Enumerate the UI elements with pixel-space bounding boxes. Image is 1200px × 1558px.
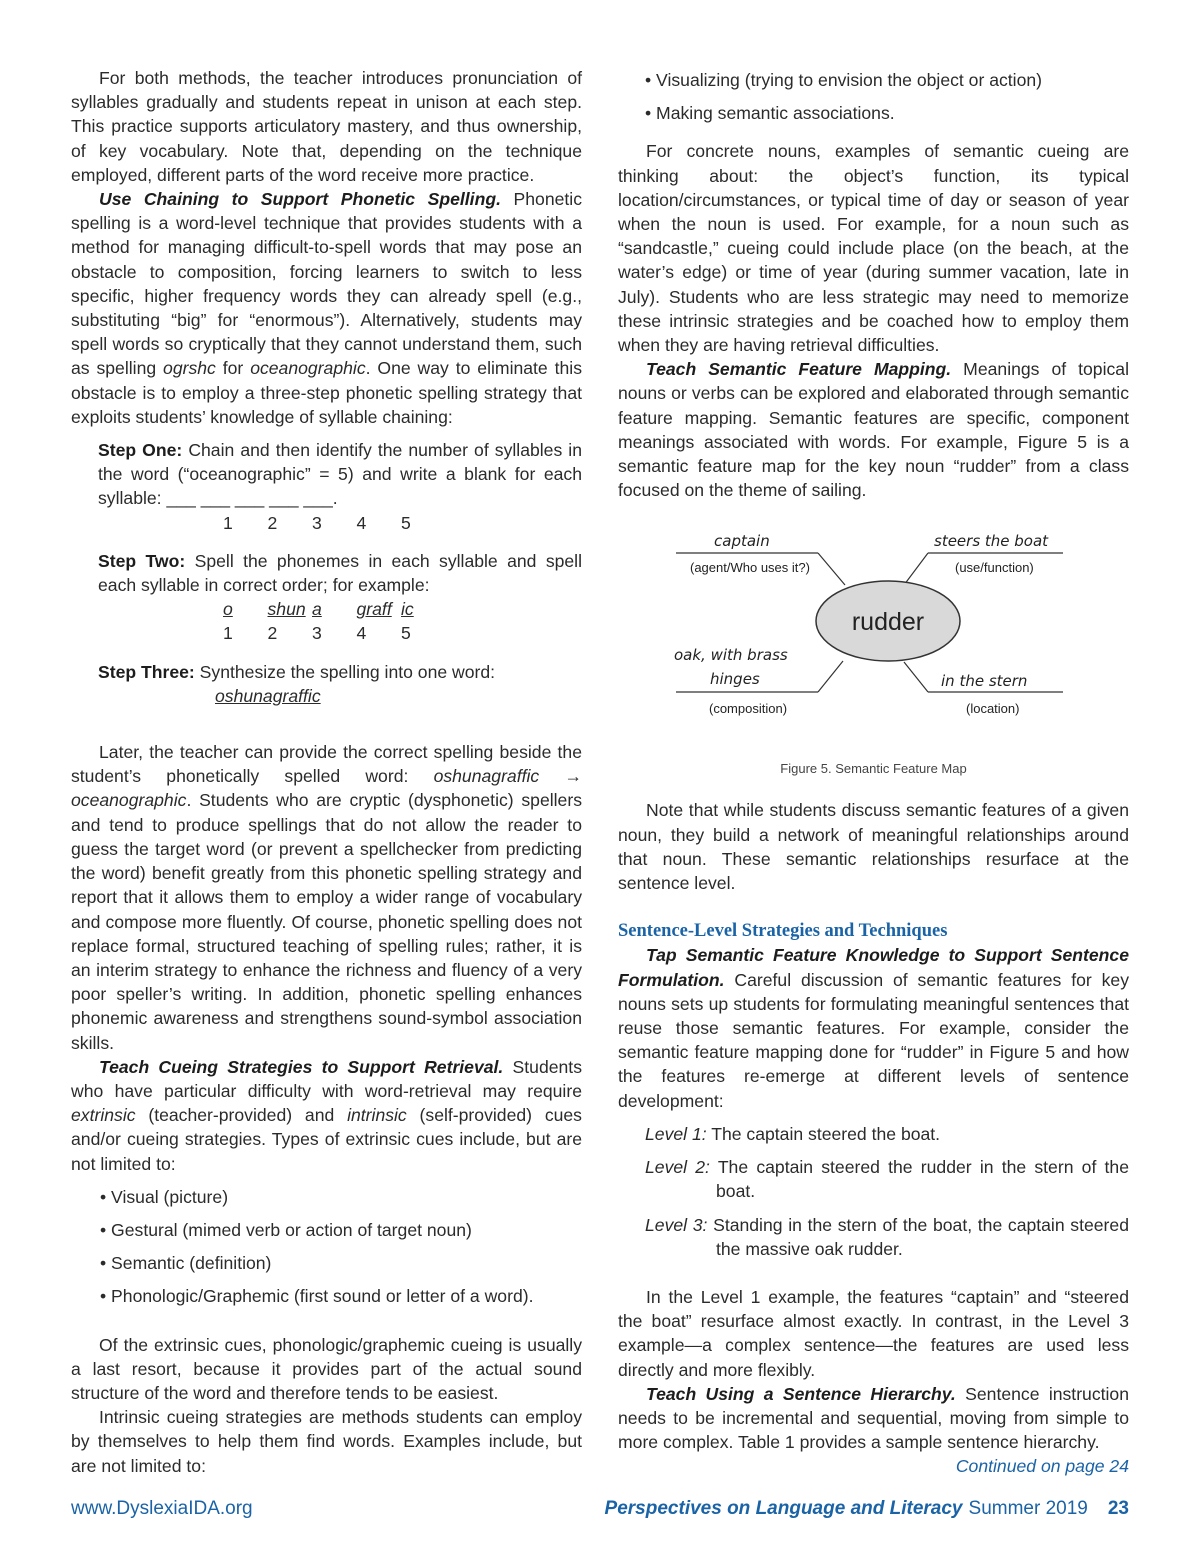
level-example: Level 1: The captain steered the boat. — [645, 1123, 941, 1144]
semantic-feature-map — [618, 526, 1129, 776]
paragraph: Of the extrinsic cues, phonologic/graphemic cueing is usually a last resort, because it provides part of the actual sound structure of the word and therefore tends to be easiest. — [71, 1334, 582, 1403]
list-item: • Gestural (mimed verb or action of target noun) — [100, 1219, 472, 1240]
center-term: rudder — [851, 608, 925, 637]
connector-line — [818, 661, 843, 692]
label-location: (location) — [966, 701, 1020, 717]
paragraph: For both methods, the teacher introduces pronunciation of syllables gradually and students repeat in unison at each step. This practice supports articulatory mastery, and thus ownership, of key vocabulary. Note that, depending on the technique employed, different parts of the word receive more practice. — [71, 68, 582, 185]
connector-line — [904, 662, 928, 692]
paragraph: Later, the teacher can provide the correct spelling beside the student’s phonetically spelled word: oshunagraffic → oceanographic. Students who are cryptic (dysphonetic) spellers and tend to produce spellings that do not allow the reader to guess the target word (or prevent a spellchecker from predicting the word) benefit greatly from this phonetic spelling strategy and report that it allows them to employ a wider range of vocabulary and compose more fluently. Of course, phonetic spelling does not replace formal, structured teaching of spelling rules; rather, it is an interim strategy to enhance the richness and fluency of a very poor speller’s writing. In addition, phonetic spelling enhances phonemic awareness and strengthens sound-symbol association skills. — [71, 742, 582, 1053]
paragraph-semantic-mapping: Teach Semantic Feature Mapping. Meanings of topical nouns or verbs can be explored and elaborated through semantic feature mapping. Semantic features are specific, component meanings associated with words. For example, Figure 5 is a semantic feature map for the key noun “rudder” from a class focused on the theme of sailing. — [618, 359, 1129, 501]
step-one: Step One: Chain and then identify the number of syllables in the word (“oceanographic” = 5) and write a blank for each syllable: ___ ___ ___ ___ ___. — [98, 440, 582, 509]
synthesized-word: oshunagraffic — [215, 685, 321, 706]
paragraph-sentence-hierarchy: Teach Using a Sentence Hierarchy. Sentence instruction needs to be incremental and sequential, moving from simple to more complex. Table 1 provides a sample sentence hierarchy. — [618, 1383, 1129, 1453]
paragraph-semantic-knowledge: Tap Semantic Feature Knowledge to Support Sentence Formulation. Careful discussion of semantic features for key nouns sets up students for formulating meaningful sentences that reuse those semantic features. For example, consider the semantic feature mapping done for “rudder” in Figure 5 and how the features re-emerge at different levels of sentence development: — [618, 945, 1129, 1111]
continued-link[interactable]: Continued on page 24 — [955, 1456, 1129, 1477]
paragraph: Intrinsic cueing strategies are methods students can employ by themselves to help them find words. Examples include, but are not limited to: — [71, 1407, 582, 1476]
left-column — [71, 66, 582, 1478]
feature-steers: steers the boat — [934, 532, 1049, 551]
right-column — [618, 68, 1129, 1479]
list-item: • Visualizing (trying to envision the object or action) — [645, 70, 1043, 90]
syllable-numbers: 1 2 3 4 5 — [223, 623, 411, 644]
page-footer — [71, 1498, 1129, 1528]
figure-caption: Figure 5. Semantic Feature Map — [780, 761, 967, 777]
feature-captain: captain — [714, 532, 770, 551]
list-item: • Phonologic/Graphemic (first sound or letter of a word). — [100, 1286, 534, 1307]
journal-title: Perspectives on Language and Literacy — [604, 1498, 963, 1519]
syllable-numbers: 1 2 3 4 5 — [223, 512, 411, 533]
run-in-heading: Tap Semantic Feature Knowledge to Support Sentence Formulation. — [618, 945, 1129, 990]
page-number: 23 — [1107, 1498, 1129, 1519]
step-two: Step Two: Spell the phonemes in each syllable and spell each syllable in correct order; for example: — [98, 550, 582, 596]
connector-line — [818, 553, 845, 585]
website-link[interactable]: www.DyslexiaIDA.org — [71, 1498, 253, 1519]
label-composition: (composition) — [709, 701, 788, 717]
arrow-icon: → — [539, 766, 582, 787]
label-agent: (agent/Who uses it?) — [690, 560, 810, 576]
section-heading: Sentence-Level Strategies and Techniques — [618, 921, 948, 942]
paragraph-phonetic-spelling: Use Chaining to Support Phonetic Spelling. Phonetic spelling is a word-level technique that provides students with a method for managing difficult-to-spell words that may pose an obstacle to composition, forcing learners to switch to less specific, higher frequency words they can already spell (e.g., substituting “big” for “enormous”). Alternatively, students may spell words so cryptically that they cannot understand them, such as spelling ogrshc for oceanographic. One way to eliminate this obstacle is to employ a three-step phonetic spelling strategy that exploits students’ knowledge of syllable chaining: — [71, 189, 582, 427]
syllable-spellings: o shun a graff ic — [223, 599, 414, 620]
level-example: Level 2: The captain steered the rudder in the stern of the boat. — [645, 1157, 1129, 1202]
semantic-feature-map-figure — [618, 526, 1129, 776]
list-item: • Semantic (definition) — [100, 1253, 272, 1274]
paragraph: Note that while students discuss semantic features of a given noun, they build a network of meaningful relationships around that noun. These semantic relationships resurface at the sentence level. — [618, 800, 1129, 894]
journal-info — [605, 1498, 1129, 1520]
feature-oak-line2: hinges — [710, 670, 760, 689]
level-example: Level 3: Standing in the stern of the boat, the captain steered the massive oak rudder. — [645, 1214, 1129, 1259]
step-three: Step Three: Synthesize the spelling into one word: — [98, 661, 496, 682]
run-in-heading: Use Chaining to Support Phonetic Spelling. — [99, 189, 501, 210]
run-in-heading: Teach Cueing Strategies to Support Retrieval. — [99, 1056, 504, 1077]
feature-stern: in the stern — [941, 672, 1028, 691]
paragraph-cueing: Teach Cueing Strategies to Support Retrieval. Students who have particular difficulty with word-retrieval may require extrinsic (teacher-provided) and intrinsic (self-provided) cues and/or cueing strategies. Types of extrinsic cues include, but are not limited to: — [71, 1056, 582, 1174]
issue-season: Summer 2019 — [968, 1498, 1088, 1519]
paragraph: In the Level 1 example, the features “captain” and “steered the boat” resurface almost exactly. In contrast, in the Level 3 example—a complex sentence—the features are used less directly and more flexibly. — [618, 1286, 1129, 1380]
list-item: • Making semantic associations. — [645, 103, 895, 124]
label-use: (use/function) — [955, 560, 1034, 576]
run-in-heading: Teach Semantic Feature Mapping. — [646, 359, 952, 380]
feature-oak: oak, with brass — [674, 646, 788, 665]
run-in-heading: Teach Using a Sentence Hierarchy. — [646, 1383, 956, 1404]
list-item: • Visual (picture) — [100, 1186, 229, 1207]
connector-line — [904, 553, 928, 585]
paragraph: For concrete nouns, examples of semantic cueing are thinking about: the object’s function, its typical location/circumstances, or typical time of day or season of year when the noun is used. For example, for a noun such as “sandcastle,” cueing could include place (on the beach, at the water’s edge) or time of year (during summer vacation, late in July). Students who are less strategic may need to memorize these intrinsic strategies and be coached how to employ them when they are having retrieval difficulties. — [618, 141, 1129, 356]
